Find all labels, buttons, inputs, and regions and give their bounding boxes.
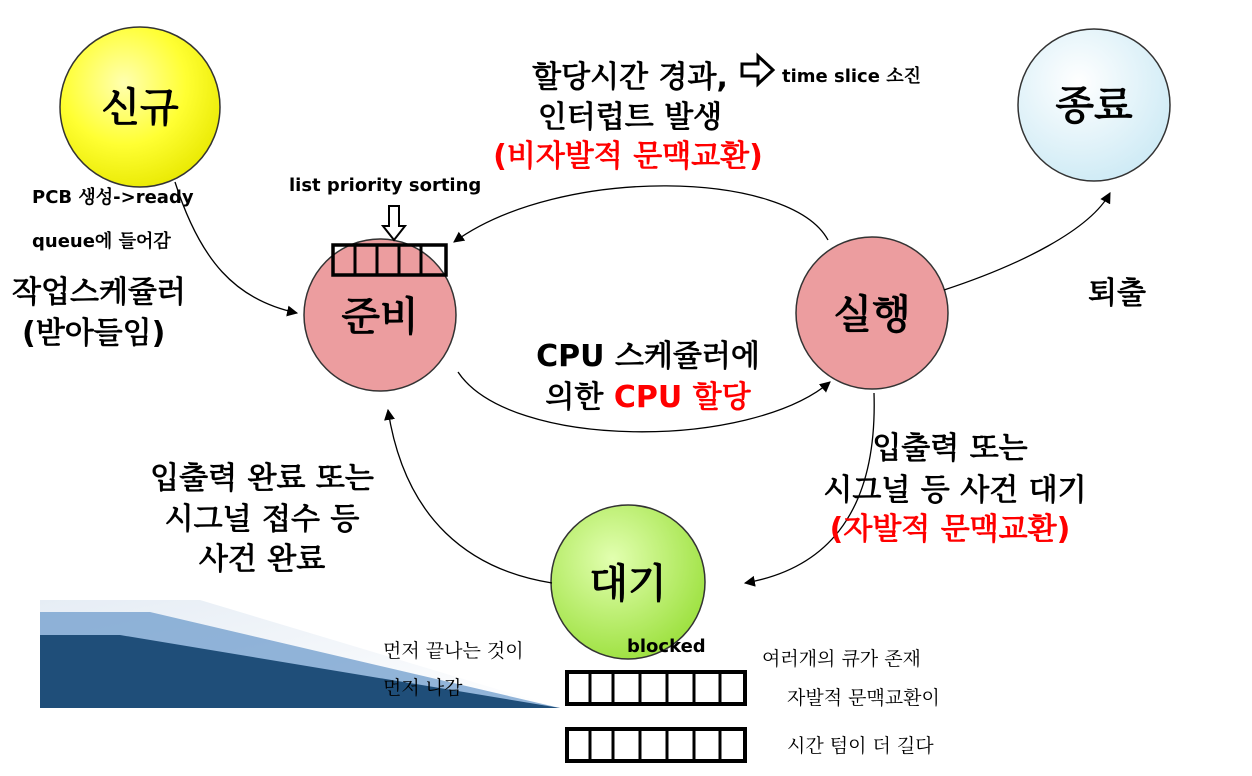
multi-queue-note-line2: 자발적 문맥교환이 <box>787 687 940 709</box>
first-done-note-line2: 먼저 나감 <box>383 677 463 699</box>
dispatch-label-line1: CPU 스케쥴러에 <box>536 339 760 374</box>
state-terminated <box>1018 29 1170 181</box>
io-done-label-line2: 시그널 접수 등 <box>164 502 360 537</box>
state-new-label: 신규 <box>101 85 179 131</box>
hollow-right-arrow-icon <box>742 56 773 84</box>
state-ready <box>304 239 456 391</box>
arrow-timeout <box>454 186 828 242</box>
state-terminated-label: 종료 <box>1055 83 1133 129</box>
time-slice-label: time slice 소진 <box>782 66 921 87</box>
arrow-exit <box>944 193 1110 290</box>
arrow-io-done <box>388 410 552 583</box>
timeout-label-line2: 인터럽트 발생 <box>537 100 723 135</box>
pcb-note-line2: queue에 들어감 <box>32 231 171 252</box>
io-done-label-line3: 사건 완료 <box>198 542 326 577</box>
state-running-label: 실행 <box>833 292 911 338</box>
dispatch-label-highlight: CPU 할당 <box>613 380 751 415</box>
involuntary-context-switch-label: (비자발적 문맥교환) <box>493 139 763 174</box>
voluntary-context-switch-label: (자발적 문맥교환) <box>829 512 1071 547</box>
pcb-note-line1: PCB 생성->ready <box>32 187 194 208</box>
admit-label-line2: (받아들임) <box>22 316 166 351</box>
multi-queue-note-line1: 여러개의 큐가 존재 <box>762 648 921 670</box>
priority-sorting-note: list priority sorting <box>289 175 482 196</box>
blocked-label: blocked <box>627 636 706 657</box>
multi-queue-note-line3: 시간 텀이 더 길다 <box>787 735 934 757</box>
state-waiting-label: 대기 <box>589 561 667 607</box>
wait-queue-1 <box>567 672 745 704</box>
io-wait-label-line2: 시그널 등 사건 대기 <box>823 473 1087 508</box>
state-running <box>796 237 948 389</box>
timeout-label-line1: 할당시간 경과, <box>532 60 728 95</box>
dispatch-label-line2 <box>545 380 751 415</box>
io-done-label-line1: 입출력 완료 또는 <box>150 461 374 496</box>
first-done-note-line1: 먼저 끝나는 것이 <box>383 640 524 662</box>
wait-queue-2 <box>567 729 745 761</box>
admit-label-line1: 작업스케쥴러 <box>12 275 186 310</box>
dispatch-label-prefix: 의한 <box>545 380 614 415</box>
state-new <box>60 27 220 187</box>
priority-down-arrow-icon <box>383 206 405 240</box>
exit-label: 퇴출 <box>1088 276 1146 311</box>
io-wait-label-line1: 입출력 또는 <box>872 431 1028 466</box>
state-ready-label: 준비 <box>341 294 419 340</box>
